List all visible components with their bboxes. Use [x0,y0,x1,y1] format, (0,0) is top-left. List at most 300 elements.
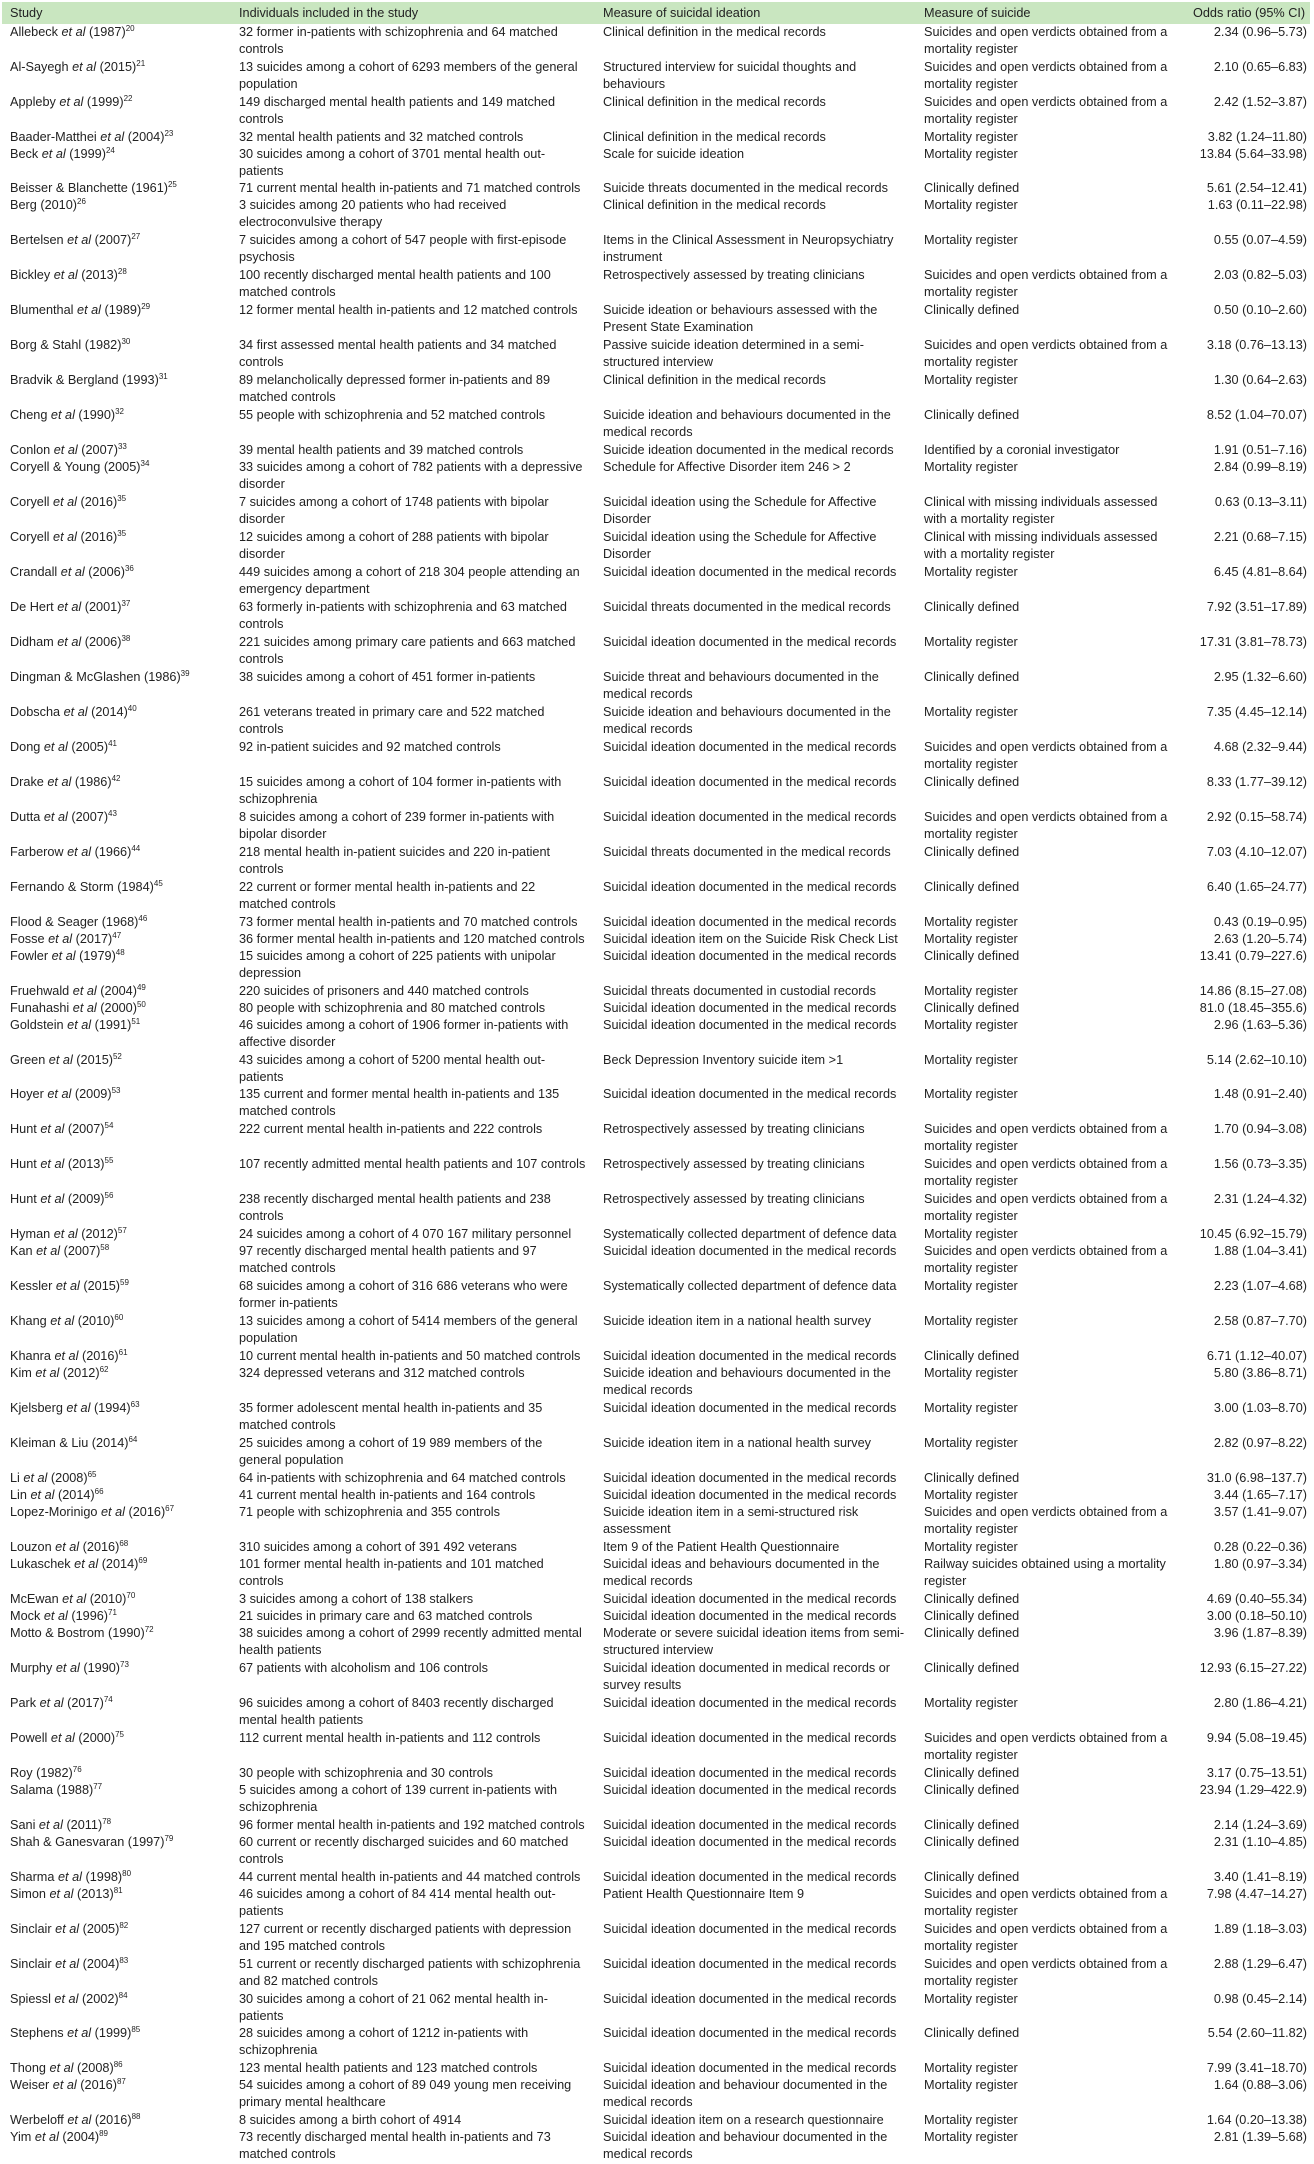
odds-ratio-cell: 3.00 (1.03–8.70) [1213,1401,1307,1415]
study-year: (2004) [58,2130,100,2144]
study-year: (1989) [101,303,142,317]
ideation-measure-cell: Scale for suicide ideation [603,147,745,161]
study-author: Blumenthal [10,303,74,317]
study-author: Borg & Stahl [10,338,82,352]
odds-ratio-cell: 13.41 (0.79–227.6) [1199,949,1307,963]
table-row [2,1921,1310,1956]
study-reference: 26 [77,197,86,206]
study-author: Didham [10,635,54,649]
study-etal: et al [36,1192,65,1206]
study-year: (2014) [54,1488,95,1502]
study-author: Kleiman & Liu [10,1436,89,1450]
study-reference: 68 [119,1539,129,1548]
ideation-measure-cell: Item 9 of the Patient Health Questionnaire [603,1540,840,1554]
study-reference: 84 [118,1991,128,2000]
study-cell [2,1591,231,1608]
individuals-cell: 44 current mental health in-patients and 44 matched controls [239,1870,581,1884]
ideation-measure-cell: Suicidal ideation documented in the medical records [603,1992,897,2006]
ideation-measure-cell: Retrospectively assessed by treating clinicians [603,1122,865,1136]
study-year: (2017) [63,1696,104,1710]
suicide-measure-cell: Suicides and open verdicts obtained from a mortality register [924,1922,1168,1953]
study-reference: 58 [100,1243,110,1252]
study-author: Salama [10,1783,54,1797]
study-year: (2015) [79,1279,121,1293]
study-year: (1991) [91,1018,132,1032]
odds-ratio-cell: 2.92 (0.15–58.74) [1206,810,1307,824]
study-author: Cheng [10,408,48,422]
suicide-measure-cell: Mortality register [924,705,1018,719]
individuals-cell: 7 suicides among a cohort of 547 people with first-episode psychosis [239,233,567,264]
individuals-cell: 135 current and former mental health in-patients and 135 matched controls [239,1087,560,1118]
study-cell [2,1660,231,1695]
odds-ratio-cell: 8.33 (1.77–39.12) [1206,775,1307,789]
odds-ratio-cell: 31.0 (6.98–137.7) [1206,1471,1307,1485]
study-year: (1990) [79,1661,121,1675]
study-cell [2,983,231,1000]
study-year: (1966) [91,845,132,859]
table-row [2,337,1310,372]
odds-ratio-cell: 1.63 (0.11–22.98) [1207,198,1307,212]
odds-ratio-cell: 4.68 (2.32–9.44) [1213,740,1307,754]
study-year: (1968) [98,915,139,929]
study-year: (2005) [67,740,109,754]
table-row [2,24,1310,59]
suicide-measure-cell: Mortality register [924,233,1018,247]
table-row [2,129,1310,146]
individuals-cell: 96 former mental health in-patients and 192 matched controls [239,1818,585,1832]
table-row [2,704,1310,739]
individuals-cell: 41 current mental health in-patients and 164 controls [239,1488,536,1502]
suicide-measure-cell: Clinically defined [924,775,1020,789]
study-etal: et al [45,1887,74,1901]
study-year: (1979) [75,949,116,963]
individuals-cell: 63 formerly in-patients with schizophrenia and 63 matched controls [239,600,567,631]
study-etal: et al [70,1557,99,1571]
suicide-measure-cell: Mortality register [924,130,1018,144]
study-reference: 37 [121,599,131,608]
study-reference: 81 [113,1886,123,1895]
study-author: Bradvik & Bergland [10,373,119,387]
ideation-measure-cell: Suicide ideation item in a semi-structured risk assessment [603,1505,859,1536]
odds-ratio-cell: 2.84 (0.99–8.19) [1213,460,1307,474]
individuals-cell: 15 suicides among a cohort of 225 patients with unipolar depression [239,949,556,980]
study-cell [2,267,231,302]
ideation-measure-cell: Suicidal ideation documented in the medical records [603,1783,897,1797]
study-cell [2,1921,231,1956]
odds-ratio-cell: 3.96 (1.87–8.39) [1213,1626,1307,1640]
study-author: Kjelsberg [10,1401,63,1415]
odds-ratio-cell: 2.14 (1.24–3.69) [1213,1818,1307,1832]
study-author: Motto & Bostrom [10,1626,105,1640]
study-reference: 55 [104,1156,114,1165]
suicide-measure-cell: Suicides and open verdicts obtained from a mortality register [924,95,1168,126]
study-etal: et al [40,1609,68,1623]
suicide-measure-cell: Suicides and open verdicts obtained from a mortality register [924,810,1168,841]
table-row [2,529,1310,564]
study-reference: 36 [124,564,134,573]
study-reference: 65 [87,1470,97,1479]
study-cell [2,1504,231,1539]
study-author: Goldstein [10,1018,64,1032]
study-year: (1996) [67,1609,109,1623]
study-cell [2,407,231,442]
table-row [2,2129,1310,2164]
ideation-measure-cell: Suicidal ideation documented in the medical records [603,949,897,963]
study-cell [2,1869,231,1886]
study-year: (2000) [96,1001,137,1015]
study-author: Thong [10,2061,46,2075]
individuals-cell: 221 suicides among primary care patients and 663 matched controls [239,635,576,666]
study-etal: et al [55,95,84,109]
individuals-cell: 46 suicides among a cohort of 1906 former in-patients with affective disorder [239,1018,569,1049]
odds-ratio-cell: 3.44 (1.65–7.17) [1213,1488,1307,1502]
study-reference: 54 [104,1121,114,1130]
study-author: Kim [10,1366,32,1380]
study-author: Fosse [10,932,45,946]
study-etal: et al [31,1366,60,1380]
ideation-measure-cell: Suicidal ideation using the Schedule for Affective Disorder [603,530,877,561]
suicide-measure-cell: Mortality register [924,2061,1018,2075]
table-row [2,302,1310,337]
study-year: (2014) [87,705,128,719]
suicide-measure-cell: Clinically defined [924,303,1020,317]
table-row [2,1608,1310,1625]
individuals-cell: 71 people with schizophrenia and 355 controls [239,1505,500,1519]
study-reference: 52 [112,1052,122,1061]
study-reference: 44 [131,844,141,853]
suicide-measure-cell: Clinically defined [924,181,1020,195]
individuals-cell: 222 current mental health in-patients and 222 controls [239,1122,543,1136]
ideation-measure-cell: Retrospectively assessed by treating clinicians [603,268,865,282]
study-year: (2016) [77,495,118,509]
odds-ratio-cell: 5.61 (2.54–12.41) [1206,181,1307,195]
individuals-cell: 96 suicides among a cohort of 8403 recently discharged mental health patients [239,1696,554,1727]
study-etal: et al [46,1314,75,1328]
study-reference: 28 [117,267,127,276]
study-etal: et al [69,984,97,998]
study-author: De Hert [10,600,54,614]
individuals-cell: 32 mental health patients and 32 matched controls [239,130,524,144]
individuals-cell: 10 current mental health in-patients and 50 matched controls [239,1349,581,1363]
ideation-measure-cell: Suicidal ideation documented in the medical records [603,915,897,929]
study-cell [2,2129,231,2164]
study-cell [2,337,231,372]
odds-ratio-cell: 1.30 (0.64–2.63) [1213,373,1307,387]
study-etal: et al [38,147,66,161]
individuals-cell: 34 first assessed mental health patients and 34 matched controls [239,338,557,369]
ideation-measure-cell: Suicidal ideation documented in the medical records [603,1244,897,1258]
ideation-measure-cell: Suicidal ideation documented in the medical records [603,1766,897,1780]
study-etal: et al [36,1122,65,1136]
study-cell [2,442,231,459]
study-reference: 51 [131,1017,141,1026]
study-year: (2006) [81,635,122,649]
table-row [2,1765,1310,1782]
individuals-cell: 30 suicides among a cohort of 21 062 mental health in-patients [239,1992,548,2023]
study-cell [2,372,231,407]
study-year: (2004) [124,130,165,144]
suicide-measure-cell: Clinically defined [924,1349,1020,1363]
study-etal: et al [54,1870,82,1884]
study-author: Shah & Ganesvaran [10,1835,125,1849]
individuals-cell: 13 suicides among a cohort of 6293 members of the general population [239,60,578,91]
study-cell [2,129,231,146]
study-cell [2,2112,231,2129]
study-reference: 40 [127,704,137,713]
table-row [2,59,1310,94]
odds-ratio-cell: 12.93 (6.15–27.22) [1199,1661,1307,1675]
individuals-cell: 112 current mental health in-patients and 112 controls [239,1731,541,1745]
study-cell [2,809,231,844]
suicide-measure-cell: Mortality register [924,1488,1018,1502]
odds-ratio-cell: 3.17 (0.75–13.51) [1206,1766,1307,1780]
study-etal: et al [50,268,78,282]
ideation-measure-cell: Suicidal ideation using the Schedule for Affective Disorder [603,495,877,526]
study-year: (2010) [74,1314,115,1328]
suicide-measure-cell: Suicides and open verdicts obtained from a mortality register [924,740,1168,771]
odds-ratio-cell: 3.82 (1.24–11.80) [1207,130,1307,144]
study-reference: 32 [115,407,125,416]
individuals-cell: 46 suicides among a cohort of 84 414 mental health out-patients [239,1887,556,1918]
odds-ratio-cell: 2.23 (1.07–4.68) [1213,1279,1307,1293]
study-reference: 69 [138,1556,148,1565]
suicide-measure-cell: Mortality register [924,915,1018,929]
odds-ratio-cell: 1.56 (0.73–3.35) [1213,1157,1307,1171]
ideation-measure-cell: Suicide ideation and behaviours documented in the medical records [603,1366,891,1397]
suicide-measure-cell: Clinically defined [924,1766,1020,1780]
table-row [2,267,1310,302]
studies-table [2,2,1310,2164]
table-row [2,931,1310,948]
ideation-measure-cell: Suicidal ideation and behaviour documented in the medical records [603,2130,888,2161]
individuals-cell: 13 suicides among a cohort of 5414 members of the general population [239,1314,578,1345]
study-cell [2,1608,231,1625]
individuals-cell: 3 suicides among 20 patients who had received electroconvulsive therapy [239,198,507,229]
study-year: (2013) [73,1887,114,1901]
study-reference: 53 [111,1086,121,1095]
suicide-measure-cell: Mortality register [924,1366,1018,1380]
ideation-measure-cell: Suicidal ideation documented in the medical records [603,1018,897,1032]
study-author: Khang [10,1314,47,1328]
study-author: Dong [10,740,41,754]
study-reference: 49 [136,983,146,992]
suicide-measure-cell: Suicides and open verdicts obtained from a mortality register [924,1731,1168,1762]
study-year: (2016) [91,2113,132,2127]
study-etal: et al [49,530,77,544]
study-author: Hyman [10,1227,51,1241]
study-year: (2008) [47,1471,88,1485]
ideation-measure-cell: Clinical definition in the medical records [603,130,826,144]
table-row [2,634,1310,669]
odds-ratio-cell: 7.99 (3.41–18.70) [1206,2061,1307,2075]
study-reference: 41 [108,739,117,748]
study-reference: 20 [125,24,135,33]
study-author: Fowler [10,949,49,963]
study-year: (1982) [81,338,122,352]
study-cell [2,1625,231,1660]
table-row [2,372,1310,407]
study-year: (1993) [118,373,159,387]
individuals-cell: 8 suicides among a birth cohort of 4914 [239,2113,462,2127]
study-reference: 43 [108,809,117,818]
study-cell [2,146,231,180]
table-row [2,494,1310,529]
study-year: (2016) [124,1505,166,1519]
study-author: Dobscha [10,705,61,719]
odds-ratio-cell: 81.0 (18.45–355.6) [1199,1001,1307,1015]
study-author: Hunt [10,1192,37,1206]
odds-ratio-cell: 2.34 (0.96–5.73) [1213,25,1307,39]
study-year: (1994) [90,1401,131,1415]
individuals-cell: 55 people with schizophrenia and 52 matched controls [239,408,546,422]
study-year: (2010) [36,198,78,212]
study-year: (2016) [79,1540,120,1554]
ideation-measure-cell: Suicidal ideation and behaviour documented in the medical records [603,2078,888,2109]
suicide-measure-cell: Railway suicides obtained using a mortality register [924,1557,1166,1588]
ideation-measure-cell: Suicidal ideation documented in the medical records [603,1401,897,1415]
odds-ratio-cell: 2.96 (1.63–5.36) [1213,1018,1307,1032]
table-row [2,442,1310,459]
individuals-cell: 324 depressed veterans and 312 matched controls [239,1366,525,1380]
study-cell [2,704,231,739]
ideation-measure-cell: Suicide ideation or behaviours assessed with the Present State Examination [603,303,878,334]
study-author: Park [10,1696,37,1710]
study-cell [2,197,231,232]
study-author: Simon [10,1887,46,1901]
study-reference: 25 [167,180,177,189]
odds-ratio-cell: 7.98 (4.47–14.27) [1206,1887,1307,1901]
study-cell [2,1695,231,1730]
odds-ratio-cell: 17.31 (3.81–78.73) [1199,635,1307,649]
ideation-measure-cell: Moderate or severe suicidal ideation items from semi-structured interview [603,1626,905,1657]
study-author: Kan [10,1244,33,1258]
study-cell [2,1886,231,1921]
study-reference: 42 [111,774,121,783]
ideation-measure-cell: Suicidal ideation item on the Suicide Risk Check List [603,932,898,946]
suicide-measure-cell: Mortality register [924,1087,1018,1101]
study-cell [2,844,231,879]
study-cell [2,1365,231,1400]
study-reference: 80 [122,1869,132,1878]
individuals-cell: 218 mental health in-patient suicides and 220 in-patient controls [239,845,551,876]
study-author: Green [10,1053,46,1067]
study-etal: et al [31,2130,59,2144]
study-etal: et al [40,740,68,754]
study-author: Mock [10,1609,41,1623]
suicide-measure-cell: Mortality register [924,565,1018,579]
ideation-measure-cell: Suicidal ideation documented in the medical records [603,775,897,789]
study-etal: et al [57,25,86,39]
ideation-measure-cell: Suicidal ideation documented in medical records or survey results [603,1661,891,1692]
study-author: Baader-Matthei [10,130,97,144]
table-row [2,1817,1310,1834]
individuals-cell: 67 patients with alcoholism and 106 controls [239,1661,488,1675]
suicide-measure-cell: Mortality register [924,147,1018,161]
ideation-measure-cell: Beck Depression Inventory suicide item >1 [603,1053,844,1067]
study-year: (2005) [79,1922,120,1936]
study-reference: 77 [93,1782,103,1791]
ideation-measure-cell: Suicidal ideation item on a research questionnaire [603,2113,884,2127]
study-etal: et al [43,1087,72,1101]
table-row [2,1000,1310,1017]
table-row [2,1956,1310,1991]
study-reference: 63 [130,1400,140,1409]
odds-ratio-cell: 1.91 (0.51–7.16) [1213,443,1307,457]
suicide-measure-cell: Mortality register [924,2078,1018,2092]
study-cell [2,669,231,704]
ideation-measure-cell: Passive suicide ideation determined in a semi-structured interview [603,338,864,369]
study-reference: 39 [180,669,190,678]
study-author: Li [10,1471,20,1485]
individuals-cell: 5 suicides among a cohort of 139 current in-patients with schizophrenia [239,1783,558,1814]
study-etal: et al [68,60,97,74]
table-row [2,407,1310,442]
table-row [2,1991,1310,2025]
study-etal: et al [49,2078,77,2092]
table-row [2,1556,1310,1591]
study-author: Murphy [10,1661,53,1675]
study-year: (2004) [79,1957,120,1971]
study-cell [2,739,231,774]
ideation-measure-cell: Suicidal ideation documented in the medical records [603,1349,897,1363]
ideation-measure-cell: Suicidal threats documented in the medical records [603,600,891,614]
study-etal: et al [44,932,73,946]
study-author: Weiser [10,2078,50,2092]
ideation-measure-cell: Suicidal ideation documented in the medical records [603,1835,897,1849]
study-author: Berg [10,198,37,212]
study-author: Crandall [10,565,58,579]
individuals-cell: 220 suicides of prisoners and 440 matched controls [239,984,529,998]
study-year: (1984) [113,880,154,894]
suicide-measure-cell: Clinically defined [924,1626,1020,1640]
study-author: Fernando & Storm [10,880,114,894]
table-row [2,1625,1310,1660]
individuals-cell: 38 suicides among a cohort of 2999 recently admitted mental health patients [239,1626,582,1657]
study-reference: 64 [128,1435,138,1444]
study-year: (2007) [60,1244,101,1258]
study-reference: 78 [102,1817,112,1826]
odds-ratio-cell: 1.70 (0.94–3.08) [1213,1122,1307,1136]
study-reference: 67 [165,1504,175,1513]
table-row [2,1278,1310,1313]
odds-ratio-cell: 3.57 (1.41–9.07) [1213,1505,1307,1519]
odds-ratio-cell: 1.80 (0.97–3.34) [1213,1557,1307,1571]
ideation-measure-cell: Suicidal ideation documented in the medical records [603,1471,897,1485]
study-cell [2,1121,231,1156]
study-reference: 34 [140,459,150,468]
study-reference: 27 [131,232,141,241]
study-reference: 48 [115,948,125,957]
study-etal: et al [58,1592,87,1606]
individuals-cell: 127 current or recently discharged patients with depression and 195 matched controls [239,1922,572,1953]
suicide-measure-cell: Mortality register [924,1279,1018,1293]
odds-ratio-cell: 0.55 (0.07–4.59) [1213,233,1307,247]
odds-ratio-cell: 6.40 (1.65–24.77) [1206,880,1307,894]
study-year: (1999) [83,95,124,109]
study-etal: et al [96,130,125,144]
study-year: (2007) [77,443,118,457]
ideation-measure-cell: Systematically collected department of defence data [603,1227,897,1241]
header-individuals: Individuals included in the study [231,2,595,24]
table-row [2,1660,1310,1695]
study-cell [2,302,231,337]
study-year: (2012) [77,1227,118,1241]
suicide-measure-cell: Mortality register [924,1436,1018,1450]
study-reference: 60 [114,1313,124,1322]
study-cell [2,634,231,669]
ideation-measure-cell: Suicide ideation documented in the medical records [603,443,894,457]
study-reference: 79 [164,1834,174,1843]
